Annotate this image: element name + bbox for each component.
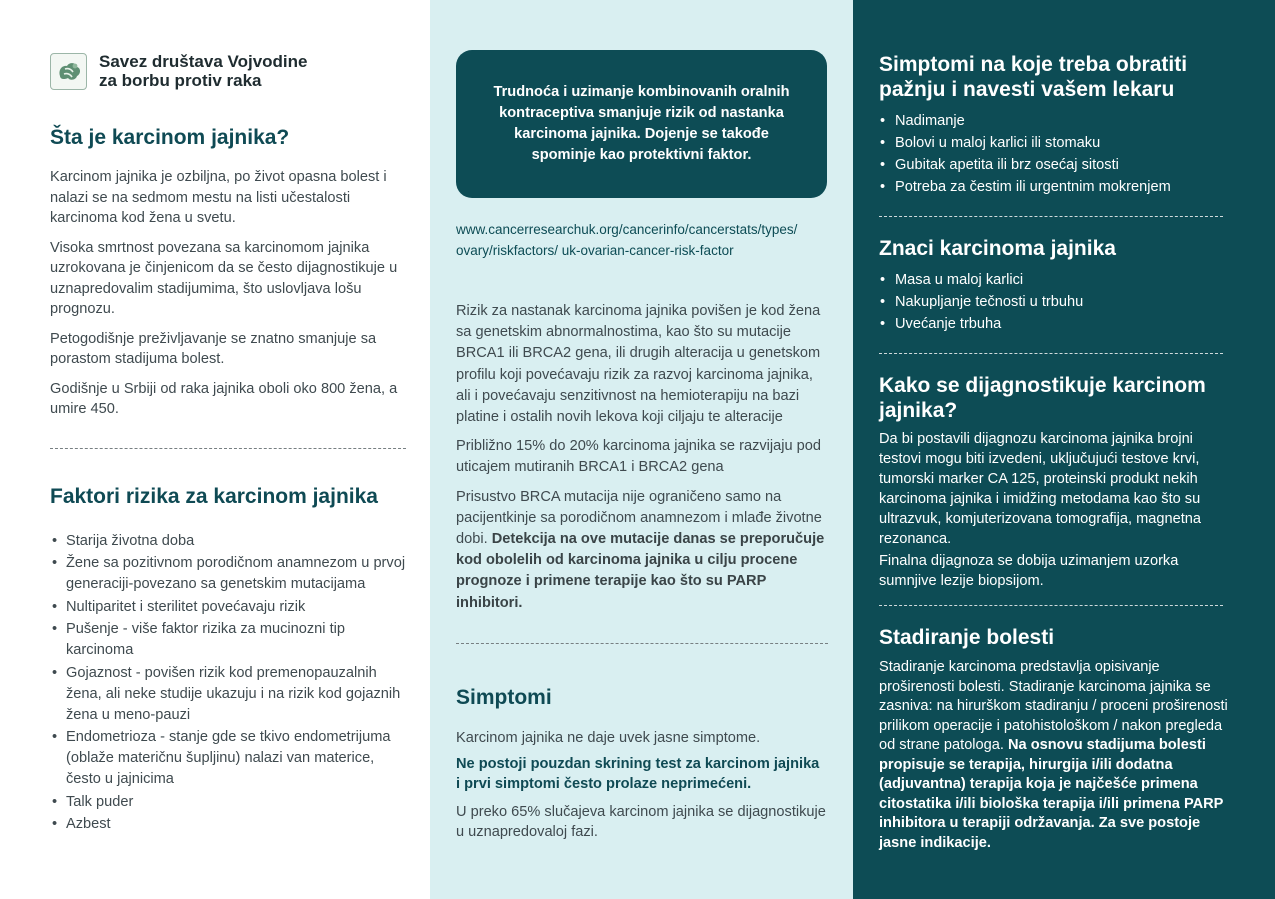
right-column (853, 0, 1275, 899)
paragraph: Finalna dijagnoza se dobija uzimanjem uzorka sumnjive lezije biopsijom. (879, 553, 1179, 589)
dashed-divider (456, 643, 828, 644)
paragraph: Visoka smrtnost povezana sa karcinomom jajnika uzrokovana je činjenicom da se često dijagnostikuje u uznapredovalim stadijumima, što uslovljava lošu prognozu. (50, 239, 398, 317)
paragraph-brca (456, 487, 827, 614)
list-item: • Pušenje - više faktor rizika za mucinozni tip karcinoma (66, 619, 406, 661)
list-item: • Žene sa pozitivnom porodičnom anamnezom u prvoj generaciji-povezano sa genetskim mutacijama (66, 553, 406, 595)
list-item: • Gojaznost - povišen rizik kod premenopauzalnih žena, ali neke studije ukazuju i na rizik kod gojaznih žena u meno-pauzi (66, 663, 406, 726)
section-title-diagnosis: Kako se dijagnostikuje karcinom jajnika? (879, 374, 1206, 422)
list-item: • Azbest (66, 814, 406, 835)
paragraph-staging (879, 658, 1239, 853)
section-title-symptoms: Simptomi (456, 685, 552, 709)
organization-name-line1: Savez društava Vojvodine (99, 52, 308, 71)
source-link-line1: www.cancerresearchuk.org/cancerinfo/cancerstats/types/ (456, 222, 798, 237)
paragraph-emphasis: Ne postoji pouzdan skrining test za karcinom jajnika i prvi simptomi često prolaze neprimećeni. (456, 755, 820, 792)
section-title-risk-factors: Faktori rizika za karcinom jajnika (50, 484, 378, 508)
paragraph: U preko 65% slučajeva karcinom jajnika se dijagnostikuje u uznapredovaloj fazi. (456, 803, 826, 840)
symptom-list (879, 110, 1239, 198)
callout-box (456, 50, 827, 198)
list-item: • Nadimanje (895, 110, 1239, 132)
list-item: • Endometrioza - stanje gde se tkivo endometrijuma (oblaže materičnu šupljinu) nalazi van materice, često u jajnicima (66, 727, 406, 790)
signs-list (879, 269, 1239, 335)
paragraph: Karcinom jajnika je ozbiljna, po život opasna bolest i nalazi se na sedmom mestu na listi učestalosti karcinoma kod žena u svetu. (50, 169, 387, 226)
section-title-signs: Znaci karcinoma jajnika (879, 237, 1116, 260)
dashed-divider (50, 448, 406, 449)
list-item: • Bolovi u maloj karlici ili stomaku (895, 132, 1239, 154)
paragraph: Godišnje u Srbiji od raka jajnika oboli oko 800 žena, a umire 450. (50, 380, 398, 417)
callout-text: Trudnoća i uzimanje kombinovanih oralnih kontraceptiva smanjuje rizik od nastanka karcinoma jajnika. Dojenje se takođe spominje kao protektivni faktor. (493, 84, 790, 163)
middle-column (430, 0, 853, 899)
organization-name-line2: za borbu protiv raka (99, 71, 262, 90)
paragraph: Približno 15% do 20% karcinoma jajnika se razvijaju pod uticajem mutiranih BRCA1 i BRCA2 gena (456, 438, 822, 476)
paragraph: Petogodišnje preživljavanje se znatno smanjuje sa porastom stadijuma bolest. (50, 330, 377, 367)
paragraph: Rizik za nastanak karcinoma jajnika povišen je kod žena sa genetskim abnormalnostima, kao što su mutacije BRCA1 ili BRCA2 gena, ili drugih alteracija u genetskom profilu koji povećavaju rizik za razvoj karcinoma jajnika, ali i povećavaju senzitivnost na hemioterapiju na bazi platine i ostalih novih lekova koji ciljaju te alteracije (456, 303, 821, 426)
section-title-what-is: Šta je karcinom jajnika? (50, 126, 290, 149)
list-item: • Uvećanje trbuha (895, 313, 1239, 335)
source-link[interactable] (456, 220, 827, 261)
list-item: • Starija životna doba (66, 531, 406, 552)
dashed-divider (879, 216, 1223, 217)
organization-logo-icon (50, 53, 87, 90)
list-item: • Talk puder (66, 792, 406, 813)
paragraph-plain: Prisustvo BRCA mutacija nije ograničeno samo na pacijentkinje sa porodičnom anamnezom i mlađe životne dobi. (456, 488, 822, 548)
organization-name (99, 52, 307, 90)
dashed-divider (879, 353, 1223, 354)
paragraph: Karcinom jajnika ne daje uvek jasne simptome. (456, 729, 761, 746)
list-item: • Nultiparitet i sterilitet povećavaju rizik (66, 597, 406, 618)
paragraph-plain: Stadiranje karcinoma predstavlja opisivanje proširenosti bolesti. Stadiranje karcinoma jajnika se zasniva: na hirurškom stadiranju / proceni proširenosti prilikom operacije i patohistološkom / nakon pregleda od strane patologa. (879, 659, 1228, 753)
dashed-divider (879, 605, 1223, 606)
list-item: • Potreba za čestim ili urgentnim mokrenjem (895, 176, 1239, 198)
list-item: • Nakupljanje tečnosti u trbuhu (895, 291, 1239, 313)
paragraph-emphasis: Na osnovu stadijuma bolesti propisuje se terapija, hirurgija i/ili dodatna (adjuvantna) terapija koja je najčešće primena citostatika i/ili biološka terapija i/ili primena PARP inhibitora u terapiji održavanja. Za sve postoje jasne indikacije. (879, 737, 1224, 851)
organization-header (50, 52, 406, 90)
section-title-staging: Stadiranje bolesti (879, 626, 1055, 649)
paragraph: Da bi postavili dijagnozu karcinoma jajnika brojni testovi mogu biti izvedeni, uključujući testove krvi, tumorski marker CA 125, proteinski produkt nekih karcinoma jajnika i imidžing metodama kao što su ultrazvuk, komjuterizovana tomografija, magnetna rezonanca. (879, 431, 1202, 547)
list-item: • Gubitak apetita ili brz osećaj sitosti (895, 154, 1239, 176)
left-column (0, 0, 430, 899)
source-link-line2: ovary/riskfactors/ uk-ovarian-cancer-risk-factor (456, 242, 734, 258)
list-item: • Masa u maloj karlici (895, 269, 1239, 291)
paragraph-emphasis: Detekcija na ove mutacije danas se preporučuje kod obolelih od karcinoma jajnika u cilju procene prognoze i primene terapije kao što su PARP inhibitori. (456, 531, 825, 611)
section-title-warning-symptoms: Simptomi na koje treba obratiti pažnju i navesti vašem lekaru (879, 53, 1188, 101)
risk-factor-list (50, 531, 406, 836)
